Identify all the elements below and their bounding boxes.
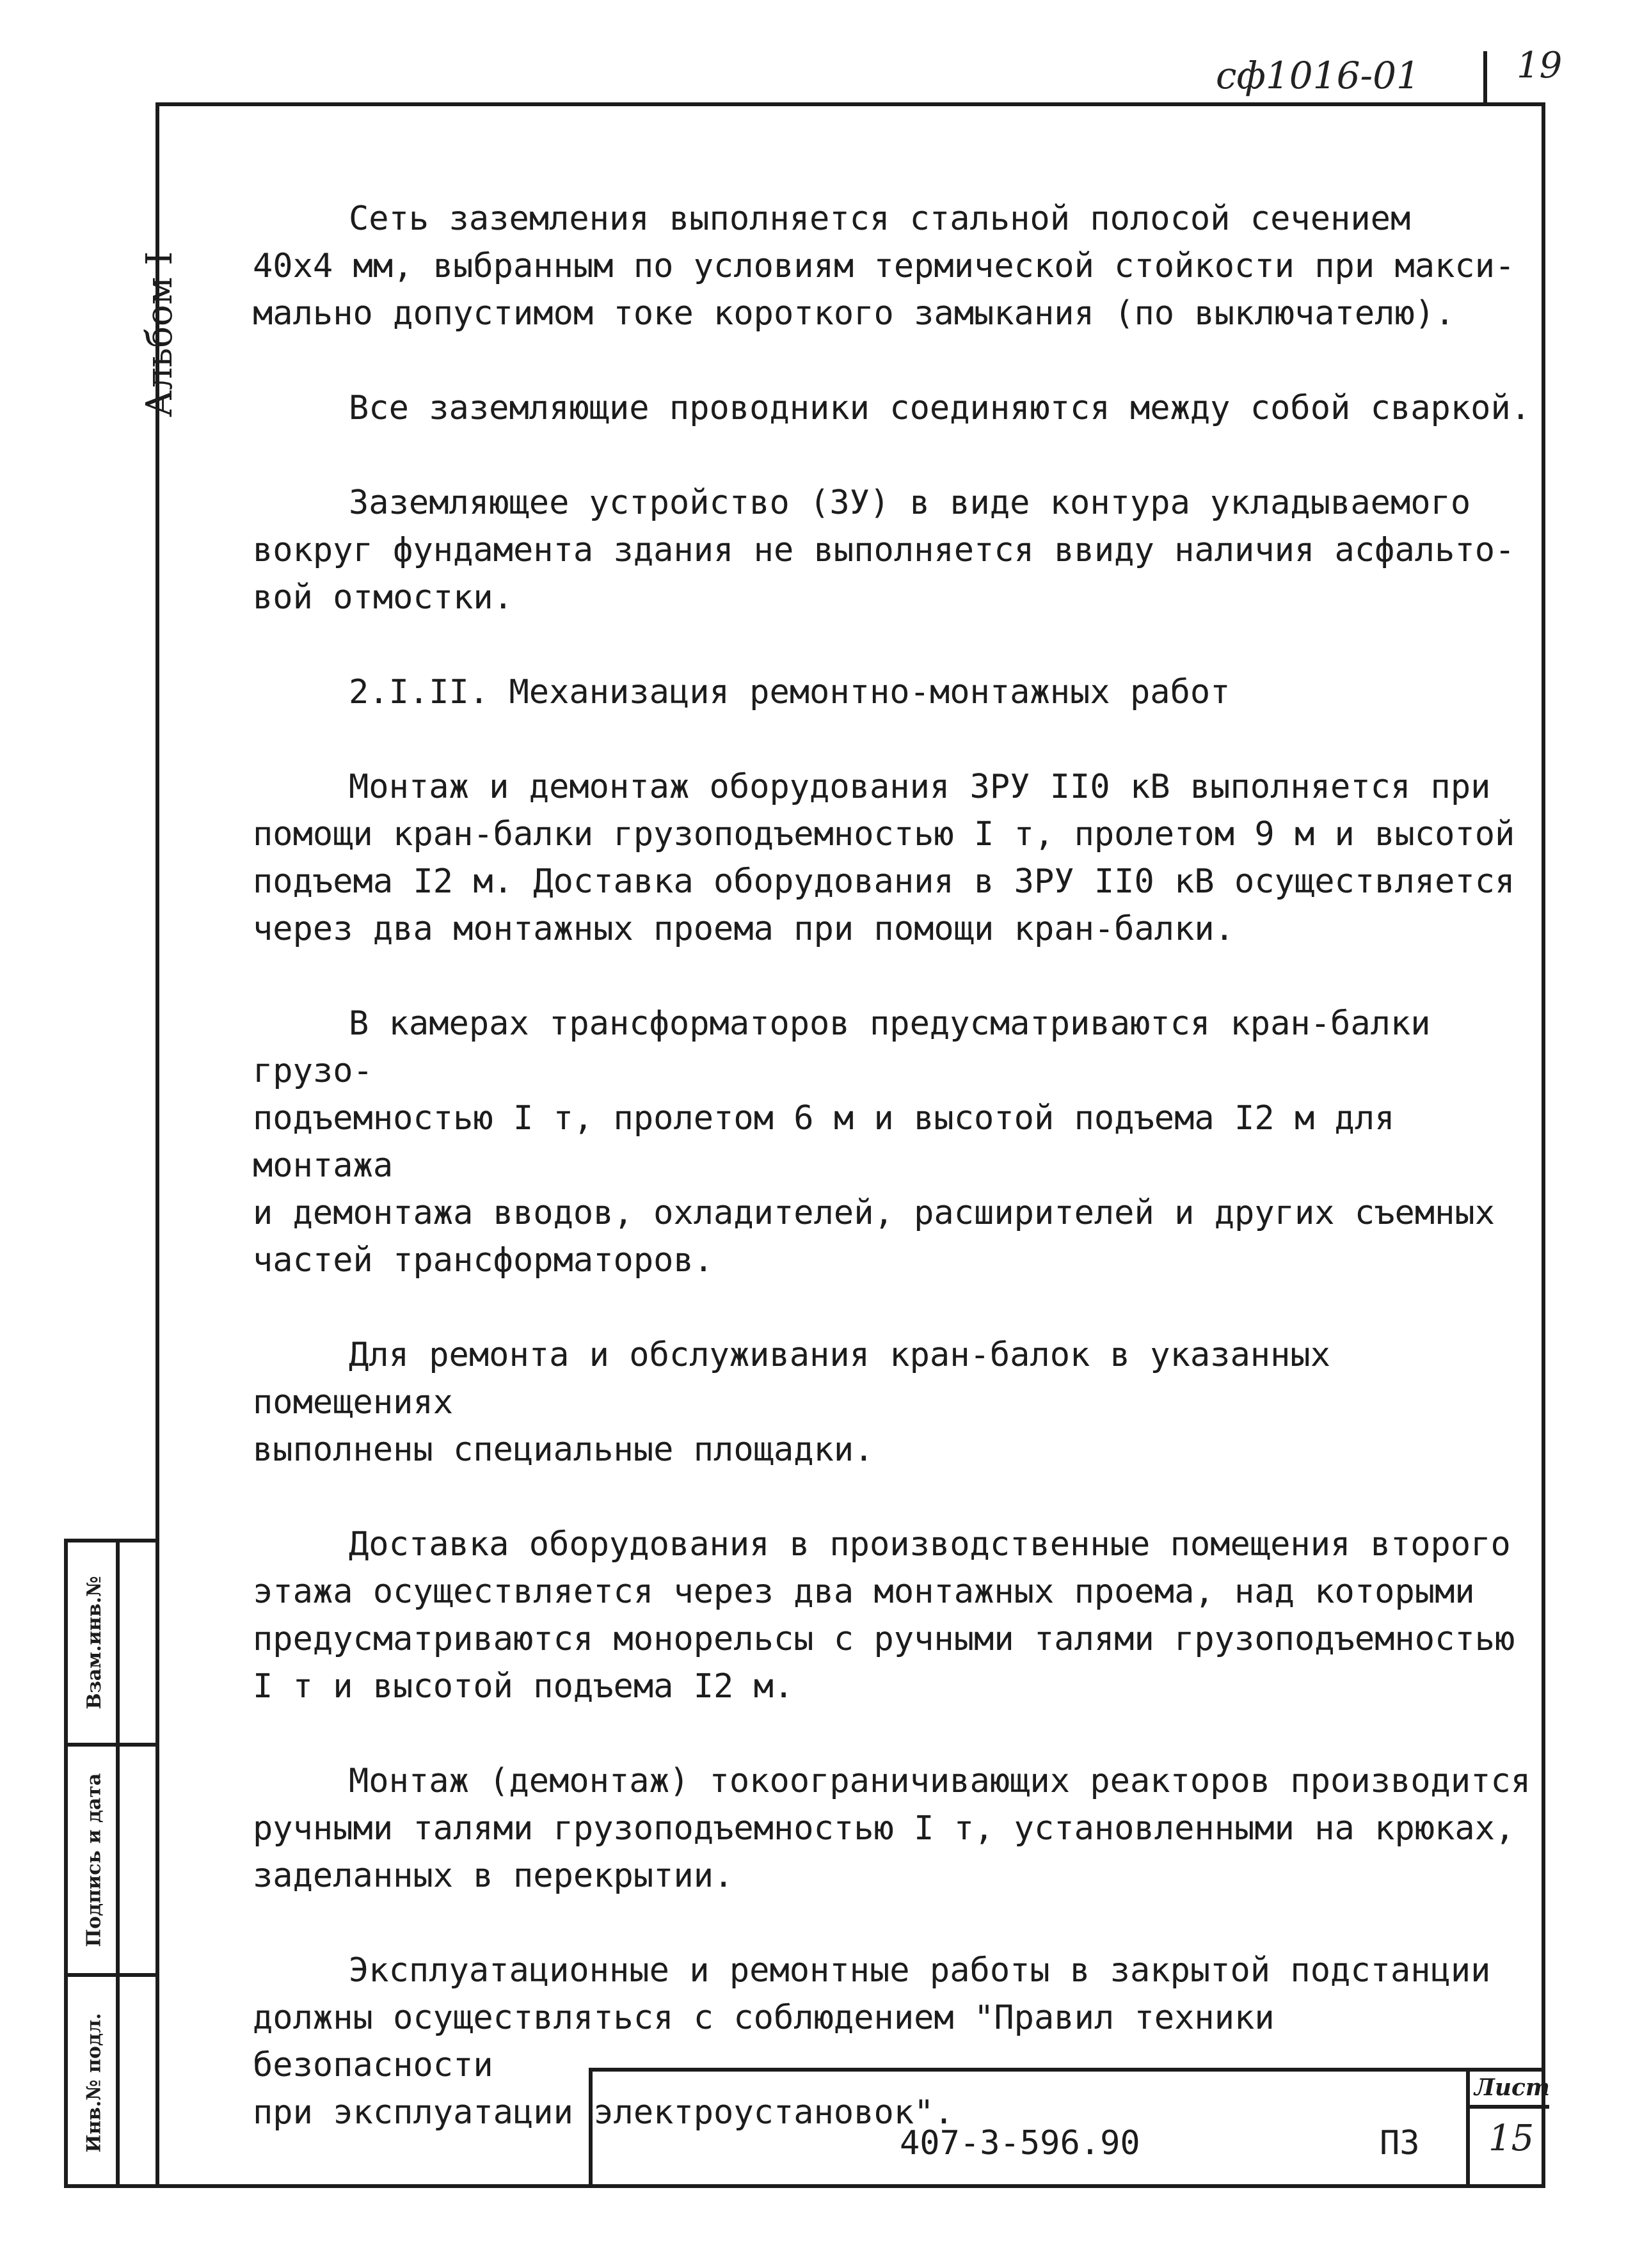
- paragraph: Сеть заземления выполняется стальной полосой сечением 40х4 мм, выбранным по условиям термической стойкости при макси- мально допустимом токе короткого замыкания (по выключателю).: [253, 200, 1515, 333]
- title-block: [589, 2068, 1550, 2188]
- paragraph: Для ремонта и обслуживания кран-балок в указанных помещениях выполнены специальные площадки.: [253, 1336, 1331, 1469]
- title-block-divider: [1466, 2072, 1470, 2184]
- title-block-divider: [1466, 2105, 1549, 2109]
- document-code: сф1016-01: [1216, 54, 1420, 97]
- stamp-cell-podpis: [73, 1747, 115, 1973]
- section-code: ПЗ: [1380, 2124, 1420, 2162]
- section-heading: 2.I.II. Механизация ремонтно-монтажных работ: [349, 673, 1231, 711]
- paragraph: Эксплуатационные и ремонтные работы в закрытой подстанции должны осуществляться с соблюдением "Правил техники безопасности при эксплуатации электроустановок".: [253, 1951, 1491, 2132]
- paragraph: Все заземляющие проводники соединяются между собой сваркой.: [349, 389, 1531, 427]
- stamp-cell-vzam: [73, 1542, 115, 1743]
- stamp-cell-inv: [73, 1977, 115, 2188]
- header-separator: [1483, 51, 1487, 102]
- document-number: 407-3-596.90: [900, 2124, 1140, 2162]
- document-body: [253, 195, 1533, 2136]
- paragraph: Заземляющее устройство (ЗУ) в виде контура укладываемого вокруг фундамента здания не выполняется ввиду наличия асфальто- вой отмостки.: [253, 484, 1515, 617]
- stamp-label-podpis: Подпись и дата: [83, 1773, 106, 1947]
- sheet-label: Лист: [1474, 2074, 1550, 2101]
- stamp-label-inv: Инв.№ подл.: [83, 2012, 106, 2153]
- paragraph: Монтаж и демонтаж оборудования ЗРУ II0 кВ выполняется при помощи кран-балки грузоподъемностью I т, пролетом 9 м и высотой подъема I2 м. Доставка оборудования в ЗРУ II0 кВ осуществляется через два монтажных проема при помощи кран-балки.: [253, 768, 1515, 948]
- paragraph: Монтаж (демонтаж) токоограничивающих реакторов производится ручными талями грузоподъемностью I т, установленными на крюках, заделанных в перекрытии.: [253, 1762, 1531, 1895]
- sheet-number: 15: [1488, 2118, 1534, 2159]
- stamp-column-divider: [116, 1542, 120, 2184]
- sheet-number-top: 19: [1517, 45, 1563, 86]
- approval-stamp: [64, 1539, 159, 2188]
- paragraph: Доставка оборудования в производственные помещения второго этажа осуществляется через два монтажных проема, над которыми предусматриваются монорельсы с ручными талями грузоподъемностью I т и высотой подъема I2 м.: [253, 1525, 1515, 1706]
- album-label: Альбом I: [139, 251, 181, 418]
- stamp-label-vzam: Взам.инв.№: [83, 1576, 106, 1709]
- paragraph: В камерах трансформаторов предусматриваются кран-балки грузо- подъемностью I т, пролетом 6 м и высотой подъема I2 м для монтажа и демонтажа вводов, охладителей, расширителей и других съемных частей трансформаторов.: [253, 1004, 1495, 1280]
